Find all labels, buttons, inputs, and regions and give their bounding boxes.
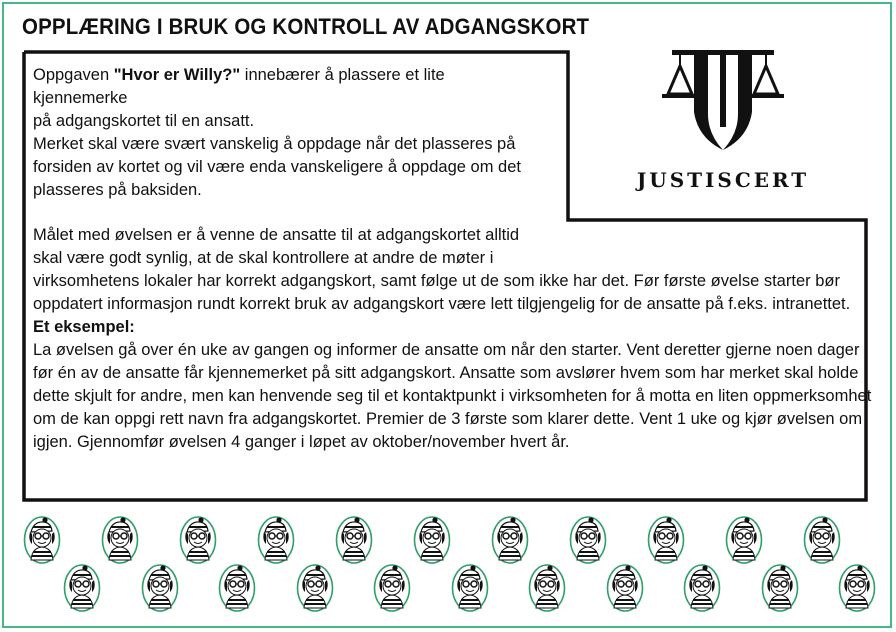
marker-line-2: forsiden av kortet og vil være enda vanskeligere å oppdage om det [33, 158, 521, 176]
intro-line-2: på adgangskortet til en ansatt. [33, 112, 255, 130]
goal-paragraph: virksomhetens lokaler har korrekt adgangskort, samt følge ut de som ikke har det. Før første øvelse starter bør oppdatert informasjon rundt korrekt bruk av adgangskort være lett tilgjengelig for de ansatte på f.eks. intranettet. [33, 272, 851, 313]
willy-sticker-icon [568, 514, 608, 566]
willy-sticker-icon [837, 562, 877, 614]
page-title: OPPLÆRING I BRUK OG KONTROLL AV ADGANGSKORT [22, 14, 590, 39]
willy-sticker-icon [682, 562, 722, 614]
willy-sticker-icon [217, 562, 257, 614]
willy-sticker-icon [178, 514, 218, 566]
willy-sticker-icon [295, 562, 335, 614]
willy-sticker-icon [760, 562, 800, 614]
willy-sticker-icon [100, 514, 140, 566]
marker-line-3: plasseres på baksiden. [33, 181, 202, 199]
willy-sticker-icon [256, 514, 296, 566]
willy-sticker-icon [62, 562, 102, 614]
willy-sticker-icon [490, 514, 530, 566]
willy-sticker-icon [372, 562, 412, 614]
example-heading: Et eksempel: [33, 318, 135, 336]
justiscert-logo [610, 46, 836, 196]
marker-line-1: Merket skal være svært vanskelig å oppdage når det plasseres på [33, 135, 516, 153]
willy-sticker-icon [412, 514, 452, 566]
willy-sticker-icon [450, 562, 490, 614]
goal-line-2: skal være godt synlig, at de skal kontrollere at andre de møter i [33, 249, 494, 267]
exercise-name: "Hvor er Willy?" [113, 66, 241, 84]
goal-line-1: Målet med øvelsen er å venne de ansatte til at adgangskortet alltid [33, 226, 520, 244]
willy-sticker-icon [605, 562, 645, 614]
willy-sticker-icon [646, 514, 686, 566]
willy-sticker-icon [140, 562, 180, 614]
willy-sticker-icon [724, 514, 764, 566]
intro-line-1: Oppgaven "Hvor er Willy?" innebærer å plassere et lite kjennemerke [33, 66, 445, 107]
willy-sticker-icon [22, 514, 62, 566]
willy-sticker-icon [802, 514, 842, 566]
example-paragraph: La øvelsen gå over én uke av gangen og informer de ansatte om når den starter. Vent deretter gjerne noen dager før én av de ansatte får kjennemerket på sitt adgangskort. Ansatte som avslører hvem som har merket skal holde dette skjult for andre, men kan henvende seg til et kontaktpunkt i virksomheten for å motta en liten oppmerksomhet om de kan oppgi rett navn fra adgangskortet. Premier de 3 første som klarer dette. Vent 1 uke og kjør øvelsen om igjen. Gjennomfør øvelsen 4 ganger i løpet av oktober/november hvert år. [33, 341, 872, 451]
sticker-row-2 [0, 562, 896, 618]
willy-sticker-icon [527, 562, 567, 614]
logo-name: JUSTISCERT [636, 168, 810, 192]
willy-sticker-icon [334, 514, 374, 566]
scales-of-justice-icon [650, 46, 796, 158]
